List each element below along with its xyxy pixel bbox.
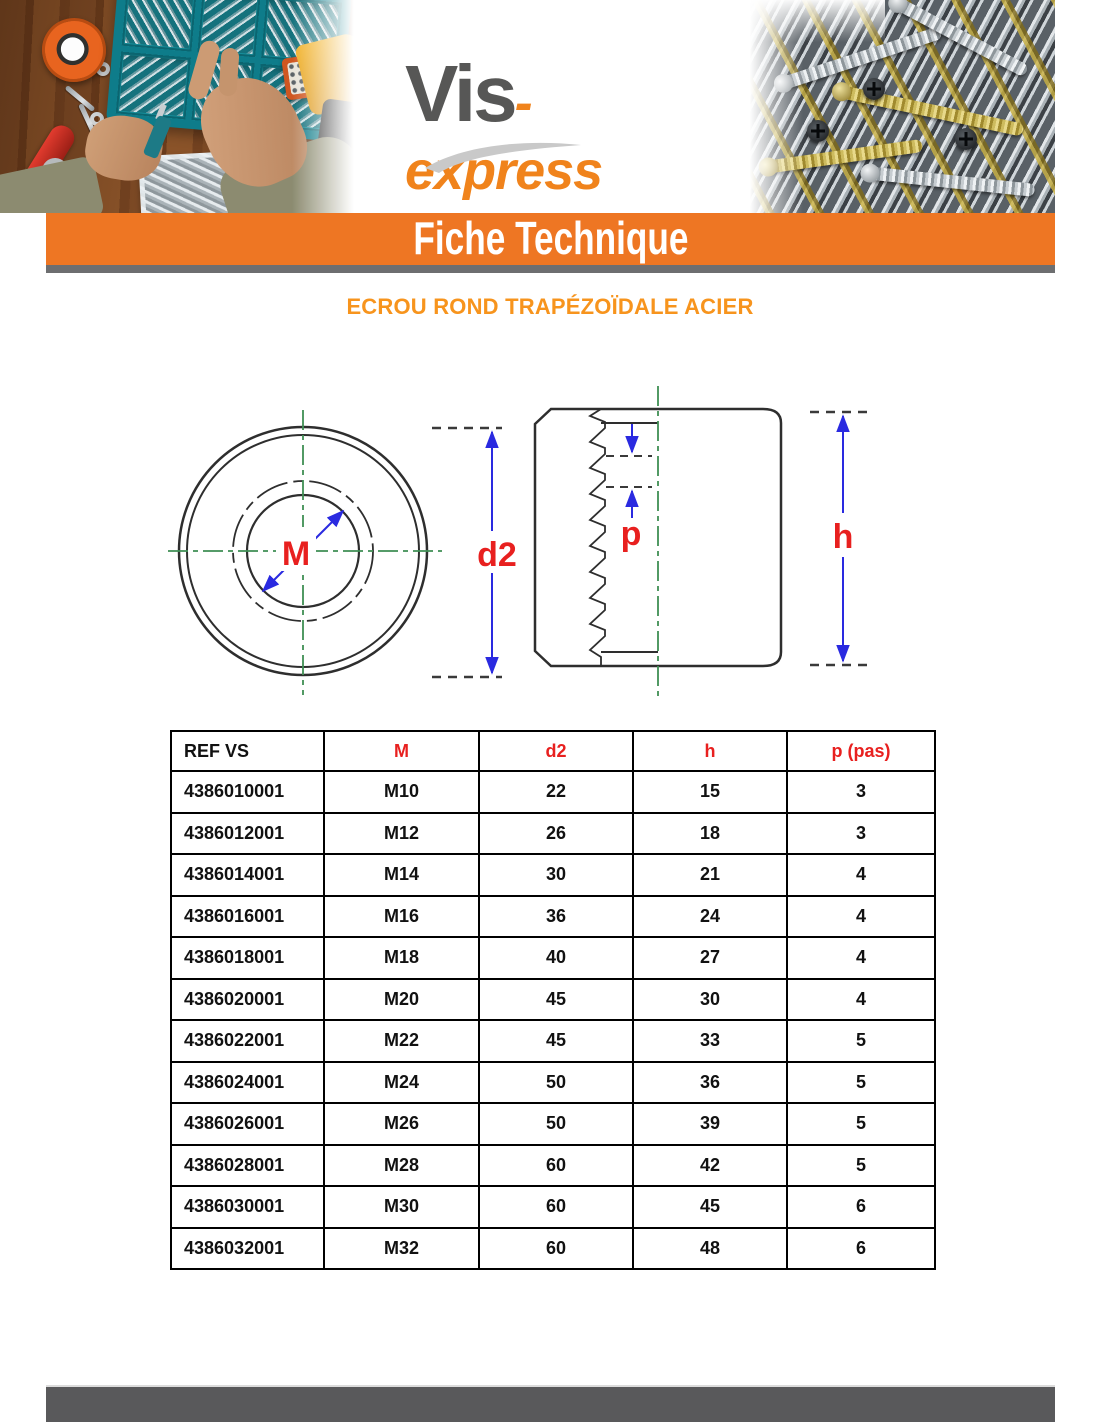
value-cell: 42 bbox=[633, 1145, 787, 1187]
value-cell: 5 bbox=[787, 1062, 935, 1104]
ref-cell: 4386024001 bbox=[171, 1062, 324, 1104]
value-cell: 45 bbox=[633, 1186, 787, 1228]
ref-cell: 4386012001 bbox=[171, 813, 324, 855]
table-row bbox=[171, 1020, 935, 1062]
organizer-cell bbox=[116, 52, 191, 120]
value-cell: 60 bbox=[479, 1186, 633, 1228]
value-cell: 4 bbox=[787, 854, 935, 896]
ref-cell: 4386020001 bbox=[171, 979, 324, 1021]
value-cell: 40 bbox=[479, 937, 633, 979]
ref-cell: 4386026001 bbox=[171, 1103, 324, 1145]
label-outer-diameter: d2 bbox=[477, 536, 517, 574]
ref-cell: 4386018001 bbox=[171, 937, 324, 979]
value-cell: M20 bbox=[324, 979, 479, 1021]
value-cell: 3 bbox=[787, 813, 935, 855]
column-header-ref: REF VS bbox=[171, 731, 324, 771]
value-cell: 26 bbox=[479, 813, 633, 855]
table-row bbox=[171, 1228, 935, 1270]
side-view bbox=[535, 386, 781, 700]
value-cell: M22 bbox=[324, 1020, 479, 1062]
table-row bbox=[171, 854, 935, 896]
dimension-table bbox=[170, 730, 936, 1270]
value-cell: M18 bbox=[324, 937, 479, 979]
value-cell: M12 bbox=[324, 813, 479, 855]
logo-text-express: -express bbox=[405, 73, 603, 201]
value-cell: 50 bbox=[479, 1103, 633, 1145]
technical-drawing bbox=[0, 370, 1100, 715]
value-cell: M24 bbox=[324, 1062, 479, 1104]
value-cell: 36 bbox=[479, 896, 633, 938]
column-header: d2 bbox=[479, 731, 633, 771]
title-banner bbox=[46, 213, 1055, 265]
value-cell: 30 bbox=[479, 854, 633, 896]
dimension-h bbox=[810, 412, 868, 665]
value-cell: 3 bbox=[787, 771, 935, 813]
table-row bbox=[171, 1062, 935, 1104]
ref-cell: 4386028001 bbox=[171, 1145, 324, 1187]
value-cell: 5 bbox=[787, 1020, 935, 1062]
product-title: ECROU ROND TRAPÉZOÏDALE ACIER bbox=[346, 294, 754, 319]
value-cell: 4 bbox=[787, 979, 935, 1021]
header-photo-workbench bbox=[0, 0, 362, 213]
ref-cell: 4386014001 bbox=[171, 854, 324, 896]
logo-text-vis: Vis bbox=[405, 49, 515, 138]
table-row bbox=[171, 813, 935, 855]
value-cell: 33 bbox=[633, 1020, 787, 1062]
value-cell: 18 bbox=[633, 813, 787, 855]
value-cell: M32 bbox=[324, 1228, 479, 1270]
ref-cell: 4386032001 bbox=[171, 1228, 324, 1270]
table-row bbox=[171, 979, 935, 1021]
value-cell: 15 bbox=[633, 771, 787, 813]
value-cell: 5 bbox=[787, 1103, 935, 1145]
table-row bbox=[171, 1186, 935, 1228]
value-cell: 21 bbox=[633, 854, 787, 896]
column-header: M bbox=[324, 731, 479, 771]
value-cell: 27 bbox=[633, 937, 787, 979]
organizer-cell bbox=[122, 0, 197, 52]
ref-cell: 4386016001 bbox=[171, 896, 324, 938]
value-cell: M10 bbox=[324, 771, 479, 813]
value-cell: M28 bbox=[324, 1145, 479, 1187]
value-cell: 22 bbox=[479, 771, 633, 813]
value-cell: 6 bbox=[787, 1228, 935, 1270]
footer-bar bbox=[46, 1385, 1055, 1422]
dimension-p bbox=[606, 424, 652, 553]
phillips-head bbox=[863, 78, 885, 100]
photo-fade bbox=[745, 0, 885, 42]
value-cell: 5 bbox=[787, 1145, 935, 1187]
table-row bbox=[171, 937, 935, 979]
label-pitch: p bbox=[620, 515, 642, 553]
column-header: p (pas) bbox=[787, 731, 935, 771]
value-cell: M26 bbox=[324, 1103, 479, 1145]
front-view bbox=[168, 410, 442, 695]
table-row bbox=[171, 896, 935, 938]
value-cell: M16 bbox=[324, 896, 479, 938]
value-cell: 6 bbox=[787, 1186, 935, 1228]
logo-swoosh bbox=[421, 136, 591, 174]
table-header-row bbox=[171, 731, 935, 771]
banner-shadow-strip bbox=[46, 265, 1055, 273]
phillips-head bbox=[807, 120, 829, 142]
value-cell: 36 bbox=[633, 1062, 787, 1104]
label-height: h bbox=[832, 518, 854, 556]
value-cell: 30 bbox=[633, 979, 787, 1021]
photo-fade bbox=[292, 0, 362, 213]
value-cell: 48 bbox=[633, 1228, 787, 1270]
ref-cell: 4386010001 bbox=[171, 771, 324, 813]
brand-logo bbox=[405, 48, 725, 201]
finger bbox=[218, 47, 239, 96]
value-cell: 60 bbox=[479, 1145, 633, 1187]
value-cell: 45 bbox=[479, 979, 633, 1021]
header-photo-screw-pile bbox=[745, 0, 1055, 213]
label-thread: M bbox=[281, 535, 311, 573]
table-row bbox=[171, 771, 935, 813]
value-cell: 4 bbox=[787, 896, 935, 938]
ref-cell: 4386030001 bbox=[171, 1186, 324, 1228]
value-cell: 60 bbox=[479, 1228, 633, 1270]
value-cell: 45 bbox=[479, 1020, 633, 1062]
dimension-d2 bbox=[432, 428, 520, 677]
value-cell: 39 bbox=[633, 1103, 787, 1145]
hatched-thread-section bbox=[535, 409, 605, 666]
value-cell: M30 bbox=[324, 1186, 479, 1228]
phillips-head bbox=[955, 128, 977, 150]
value-cell: M14 bbox=[324, 854, 479, 896]
table-row bbox=[171, 1103, 935, 1145]
ref-cell: 4386022001 bbox=[171, 1020, 324, 1062]
page-title: Fiche Technique bbox=[412, 212, 689, 265]
value-cell: 50 bbox=[479, 1062, 633, 1104]
table-row bbox=[171, 1145, 935, 1187]
value-cell: 4 bbox=[787, 937, 935, 979]
column-header: h bbox=[633, 731, 787, 771]
value-cell: 24 bbox=[633, 896, 787, 938]
